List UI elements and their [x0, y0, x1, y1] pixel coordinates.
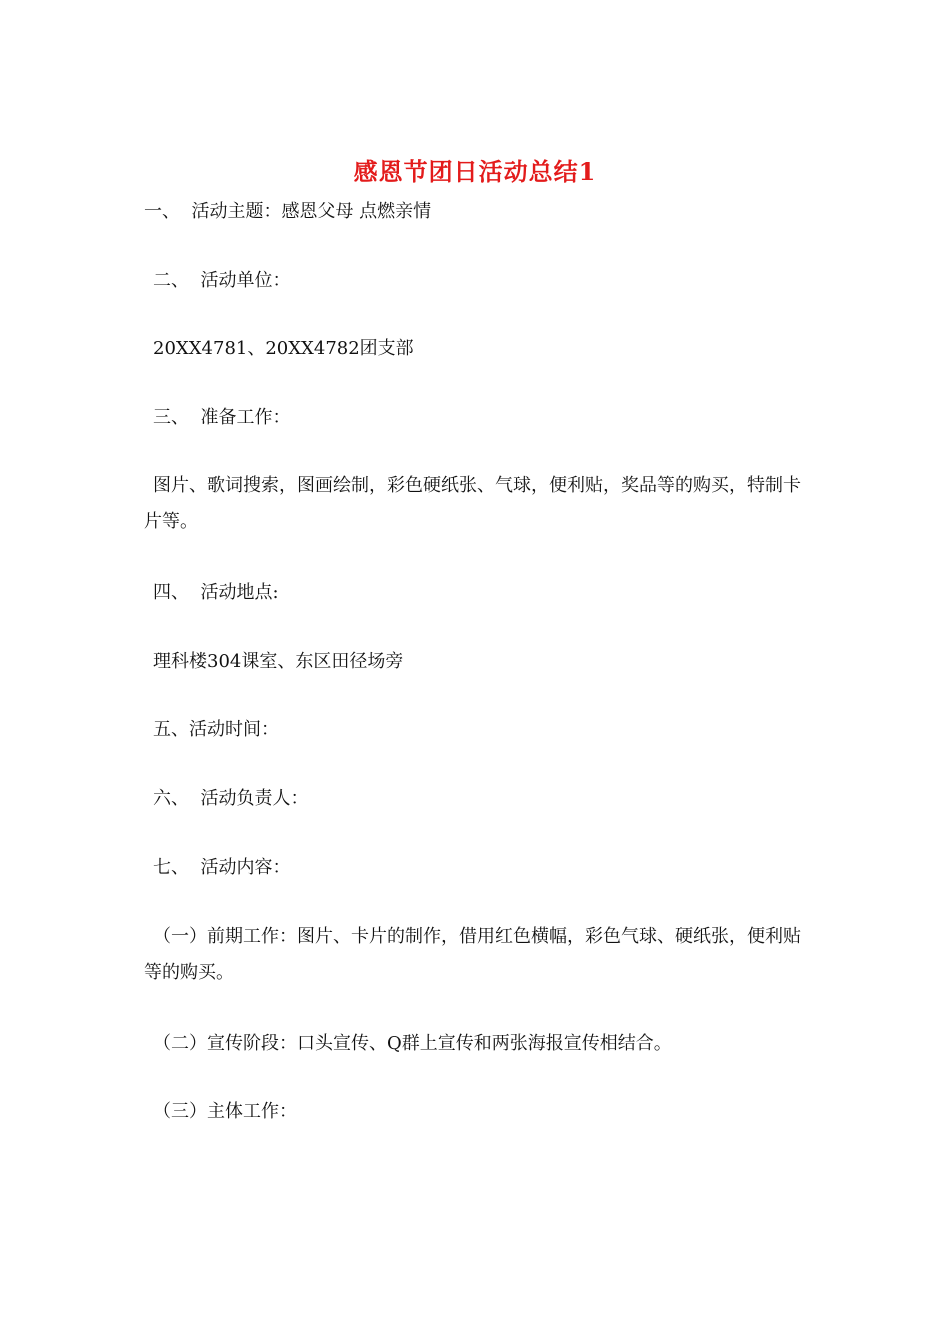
content-item-preparation: （一）前期工作：图片、卡片的制作，借用红色横幅，彩色气球、硬纸张，便利贴等的购买。: [144, 926, 801, 983]
section-time-heading: 五、活动时间：: [153, 719, 279, 740]
section-unit-heading: 二、 活动单位：: [153, 270, 291, 291]
section-preparation-heading: 三、 准备工作：: [153, 407, 291, 428]
content-item-publicity: （二）宣传阶段：口头宣传、Q群上宣传和两张海报宣传相结合。: [153, 1033, 672, 1054]
content-item-main-work: （三）主体工作：: [153, 1101, 297, 1122]
section-unit-value: 20XX4781、20XX4782团支部: [153, 338, 414, 359]
section-location-value: 理科楼304课室、东区田径场旁: [153, 651, 404, 672]
section-preparation-value: 图片、歌词搜索，图画绘制，彩色硬纸张、气球，便利贴，奖品等的购买，特制卡片等。: [144, 475, 801, 532]
section-location-heading: 四、 活动地点:: [153, 582, 279, 603]
section-leader-heading: 六、 活动负责人：: [153, 788, 309, 809]
section-theme: 一、 活动主题：感恩父母 点燃亲情: [144, 201, 432, 222]
document-title: 感恩节团日活动总结1: [353, 157, 597, 186]
section-content-heading: 七、 活动内容：: [153, 857, 291, 878]
